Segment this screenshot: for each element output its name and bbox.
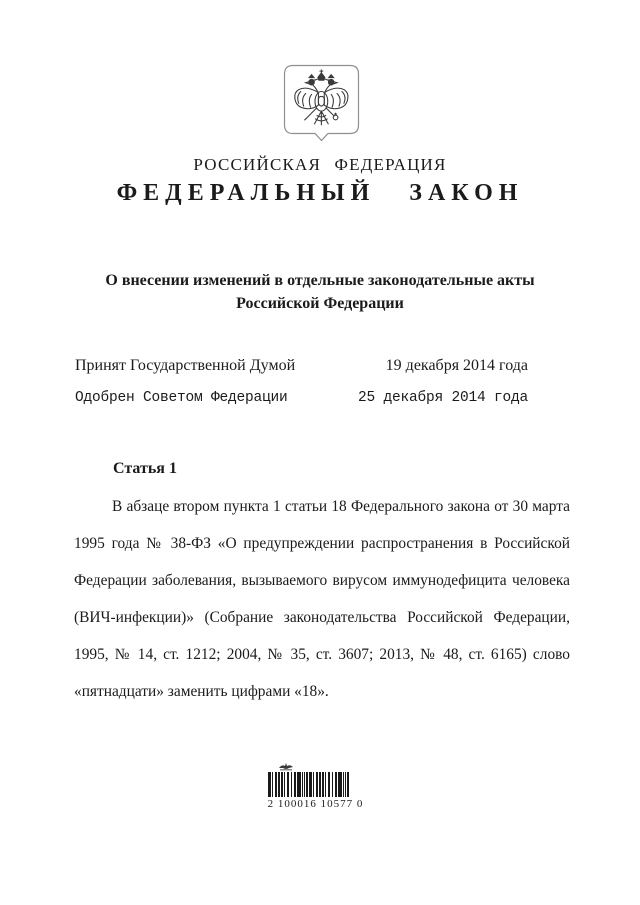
law-title-line1: О внесении изменений в отдельные законодательные акты [105, 272, 535, 289]
article-body-line: «пятнадцати» заменить цифрами «18». [74, 683, 329, 700]
coat-of-arms [283, 64, 360, 144]
article-body-line: (ВИЧ-инфекции)» (Собрание законодательства Российской Федерации, [74, 609, 570, 626]
document-type: ФЕДЕРАЛЬНЫЙ ЗАКОН [116, 180, 524, 206]
adopted-by-duma-row [75, 357, 528, 375]
barcode-bars [268, 772, 358, 797]
adopted-by-duma-date: 19 декабря 2014 года [385, 357, 528, 374]
article-heading: Статья 1 [113, 460, 177, 477]
law-title-line2: Российской Федерации [236, 295, 404, 312]
approved-by-federation-council-row [75, 390, 528, 406]
barcode-eagle-icon [277, 761, 295, 771]
article-body-line: 1995 года № 38-ФЗ «О предупреждении распространения в Российской [74, 535, 570, 552]
approved-by-federation-council-label: Одобрен Советом Федерации [75, 390, 288, 406]
law-title [0, 269, 640, 315]
coat-of-arms-box-icon [283, 64, 360, 144]
article-body-line: Федерации заболевания, вызываемого вирусом иммунодефицита человека [74, 572, 570, 589]
barcode-number: 2 100016 10577 0 [267, 798, 364, 810]
article-body-line: 1995, № 14, ст. 1212; 2004, № 35, ст. 3607; 2013, № 48, ст. 6165) слово [74, 646, 570, 663]
approved-by-federation-council-date: 25 декабря 2014 года [357, 390, 528, 406]
country-name: РОССИЙСКАЯ ФЕДЕРАЦИЯ [193, 155, 447, 174]
article-body [74, 497, 570, 719]
article-body-line: В абзаце втором пункта 1 статьи 18 Федерального закона от 30 марта [112, 498, 570, 515]
adopted-by-duma-label: Принят Государственной Думой [75, 357, 296, 374]
